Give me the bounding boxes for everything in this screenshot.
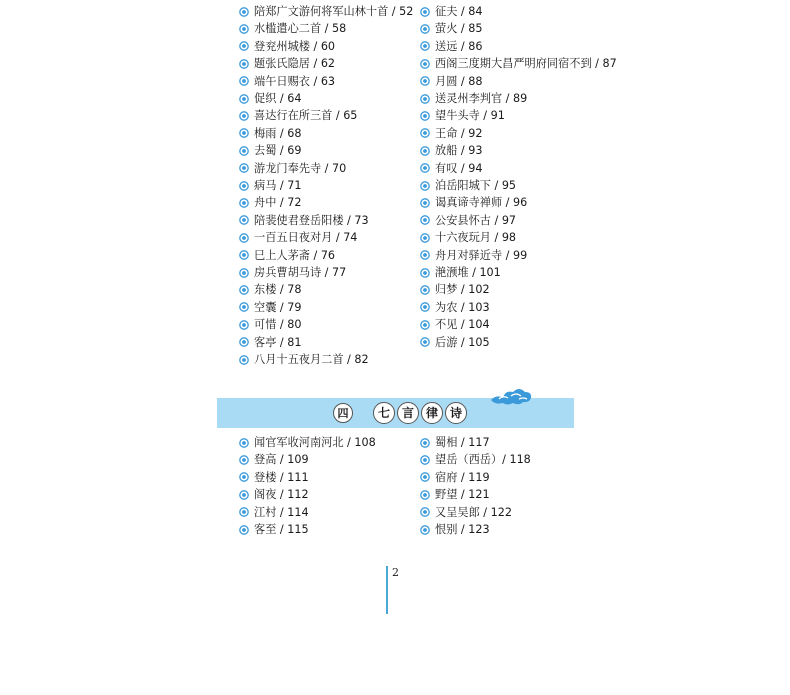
bullet-circle-icon: [239, 507, 249, 517]
toc-entry[interactable]: [420, 264, 501, 281]
bullet-circle-icon: [239, 233, 249, 243]
toc-entry[interactable]: [239, 3, 413, 20]
cloud-ornament-icon: [489, 384, 533, 406]
toc-entry[interactable]: [239, 504, 309, 521]
toc-entry-label: 题张氏隐居 / 62: [254, 57, 336, 71]
toc-entry-label: 有叹 / 94: [435, 161, 483, 175]
toc-entry[interactable]: [420, 160, 483, 177]
bullet-circle-icon: [239, 337, 249, 347]
toc-entry[interactable]: [239, 521, 309, 538]
bullet-circle-icon: [239, 355, 249, 365]
toc-entry-label: 巳上人茅斋 / 76: [254, 248, 336, 262]
toc-entry-label: 端午日赐衣 / 63: [254, 74, 336, 88]
bullet-circle-icon: [420, 233, 430, 243]
bullet-circle-icon: [239, 268, 249, 278]
toc-entry-label: 泊岳阳城下 / 95: [435, 179, 517, 192]
bullet-circle-icon: [420, 438, 430, 448]
toc-entry-label: 望牛头寺 / 91: [435, 109, 505, 123]
toc-entry-label: 放船 / 93: [435, 144, 483, 158]
toc-entry[interactable]: [239, 38, 335, 55]
toc-entry-label: 野望 / 121: [435, 488, 490, 502]
bullet-circle-icon: [239, 455, 249, 465]
toc-entry-label: 游龙门奉先寺 / 70: [254, 161, 347, 175]
section-number: 四: [333, 403, 353, 423]
toc-entry-label: 西阁三度期大昌严明府同宿不到 / 87: [435, 57, 617, 71]
toc-entry-label: 后游 / 105: [435, 335, 490, 349]
toc-entry-label: 登高 / 109: [254, 453, 309, 467]
toc-entry-label: 闻官军收河南河北 / 108: [254, 436, 376, 449]
section-title-char: 诗: [445, 402, 467, 424]
toc-entry[interactable]: [239, 316, 302, 333]
toc-entry[interactable]: [420, 125, 483, 142]
bullet-circle-icon: [420, 198, 430, 208]
bullet-circle-icon: [239, 490, 249, 500]
toc-entry-label: 登兖州城楼 / 60: [254, 39, 336, 53]
toc-entry[interactable]: [420, 194, 527, 211]
bullet-circle-icon: [420, 215, 430, 225]
toc-entry[interactable]: [420, 142, 483, 159]
bullet-circle-icon: [420, 268, 430, 278]
toc-entry[interactable]: [420, 73, 483, 90]
toc-entry[interactable]: [239, 334, 302, 351]
toc-entry[interactable]: [239, 281, 302, 298]
toc-entry[interactable]: [420, 504, 512, 521]
toc-entry-label: 东楼 / 78: [254, 283, 302, 297]
toc-entry[interactable]: [239, 107, 357, 124]
toc-entry[interactable]: [420, 281, 490, 298]
toc-entry-label: 江村 / 114: [254, 505, 309, 519]
toc-entry[interactable]: [420, 247, 527, 264]
toc-entry[interactable]: [420, 469, 490, 486]
section-title-char: 律: [421, 402, 443, 424]
section-title-char: 七: [373, 402, 395, 424]
toc-entry[interactable]: [239, 351, 369, 368]
toc-entry-label: 阁夜 / 112: [254, 488, 309, 502]
toc-entry-label: 王命 / 92: [435, 126, 483, 140]
toc-entry[interactable]: [420, 107, 505, 124]
toc-entry[interactable]: [420, 90, 527, 107]
bullet-circle-icon: [239, 215, 249, 225]
toc-entry[interactable]: [420, 38, 483, 55]
toc-entry-label: 登楼 / 111: [254, 470, 309, 484]
toc-entry-label: 滟滪堆 / 101: [435, 266, 501, 279]
toc-entry-label: 喜达行在所三首 / 65: [254, 109, 358, 123]
toc-entry[interactable]: [239, 434, 376, 451]
bullet-circle-icon: [420, 472, 430, 482]
bullet-circle-icon: [420, 163, 430, 173]
toc-entry-label: 征夫 / 84: [435, 5, 483, 18]
toc-entry[interactable]: [420, 486, 490, 503]
bullet-circle-icon: [420, 128, 430, 138]
bullet-circle-icon: [420, 250, 430, 260]
bullet-circle-icon: [239, 7, 249, 17]
toc-entry[interactable]: [239, 20, 346, 37]
toc-entry[interactable]: [239, 247, 335, 264]
toc-entry-label: 又呈吴郎 / 122: [435, 505, 512, 519]
bullet-circle-icon: [239, 59, 249, 69]
bullet-circle-icon: [239, 163, 249, 173]
bullet-circle-icon: [239, 41, 249, 51]
toc-entry-label: 病马 / 71: [254, 179, 302, 192]
bullet-circle-icon: [420, 94, 430, 104]
toc-entry[interactable]: [420, 521, 490, 538]
toc-entry[interactable]: [420, 299, 490, 316]
toc-entry[interactable]: [420, 229, 516, 246]
bullet-circle-icon: [420, 507, 430, 517]
bullet-circle-icon: [420, 455, 430, 465]
bullet-circle-icon: [420, 490, 430, 500]
toc-entry-label: 十六夜玩月 / 98: [435, 231, 517, 245]
toc-entry-label: 月圆 / 88: [435, 74, 483, 88]
toc-entry[interactable]: [420, 334, 490, 351]
bullet-circle-icon: [239, 525, 249, 535]
bullet-circle-icon: [420, 337, 430, 347]
toc-entry-label: 陪郑广文游何将军山林十首 / 52: [254, 5, 414, 18]
toc-entry-label: 为农 / 103: [435, 300, 490, 314]
toc-entry-label: 房兵曹胡马诗 / 77: [254, 266, 347, 279]
bullet-circle-icon: [239, 285, 249, 295]
toc-entry[interactable]: [239, 469, 309, 486]
bullet-circle-icon: [420, 525, 430, 535]
toc-entry-label: 恨别 / 123: [435, 523, 490, 536]
toc-entry[interactable]: [239, 451, 309, 468]
toc-entry-label: 去蜀 / 69: [254, 144, 302, 158]
toc-entry[interactable]: [239, 90, 302, 107]
toc-entry[interactable]: [420, 451, 531, 468]
toc-entry[interactable]: [420, 212, 516, 229]
bullet-circle-icon: [420, 285, 430, 295]
toc-entry[interactable]: [420, 20, 483, 37]
bullet-circle-icon: [239, 111, 249, 121]
toc-entry[interactable]: [239, 229, 357, 246]
toc-entry[interactable]: [239, 177, 302, 194]
bullet-circle-icon: [239, 320, 249, 330]
toc-entry-label: 客亭 / 81: [254, 335, 302, 349]
toc-entry[interactable]: [420, 3, 483, 20]
bullet-circle-icon: [420, 24, 430, 34]
toc-entry-label: 陪裴使君登岳阳楼 / 73: [254, 213, 369, 227]
toc-entry[interactable]: [239, 142, 302, 159]
toc-entry-label: 望岳（西岳）/ 118: [435, 453, 531, 467]
bullet-circle-icon: [239, 302, 249, 312]
toc-entry[interactable]: [239, 264, 346, 281]
toc-entry-label: 一百五日夜对月 / 74: [254, 231, 358, 245]
toc-entry[interactable]: [239, 486, 309, 503]
toc-entry-label: 促织 / 64: [254, 92, 302, 105]
toc-entry[interactable]: [239, 125, 302, 142]
toc-entry[interactable]: [420, 55, 617, 72]
bullet-circle-icon: [239, 128, 249, 138]
toc-entry[interactable]: [239, 73, 335, 90]
bullet-circle-icon: [239, 438, 249, 448]
toc-entry-label: 空囊 / 79: [254, 300, 302, 314]
bullet-circle-icon: [239, 181, 249, 191]
bullet-circle-icon: [239, 198, 249, 208]
toc-entry-label: 可惜 / 80: [254, 318, 302, 332]
toc-entry-label: 萤火 / 85: [435, 22, 483, 36]
bullet-circle-icon: [239, 146, 249, 156]
toc-entry[interactable]: [239, 212, 369, 229]
bullet-circle-icon: [239, 472, 249, 482]
toc-entry-label: 宿府 / 119: [435, 470, 490, 484]
toc-entry-label: 不见 / 104: [435, 318, 490, 332]
bullet-circle-icon: [420, 7, 430, 17]
bullet-circle-icon: [420, 76, 430, 86]
section-title-char: 言: [397, 402, 419, 424]
toc-entry-label: 八月十五夜月二首 / 82: [254, 353, 369, 366]
bullet-circle-icon: [239, 94, 249, 104]
bullet-circle-icon: [239, 250, 249, 260]
toc-entry-label: 客至 / 115: [254, 523, 309, 536]
toc-entry-label: 水槛遣心二首 / 58: [254, 22, 347, 36]
toc-entry-label: 公安县怀古 / 97: [435, 213, 517, 227]
toc-entry-label: 送灵州李判官 / 89: [435, 92, 528, 105]
bullet-circle-icon: [420, 302, 430, 312]
bullet-circle-icon: [420, 181, 430, 191]
toc-entry-label: 谒真谛寺禅师 / 96: [435, 196, 528, 210]
toc-entry-label: 蜀相 / 117: [435, 436, 490, 449]
toc-entry[interactable]: [420, 434, 490, 451]
page-number: 2: [392, 566, 399, 579]
toc-entry-label: 舟月对驿近寺 / 99: [435, 248, 528, 262]
bullet-circle-icon: [420, 146, 430, 156]
bullet-circle-icon: [420, 59, 430, 69]
bullet-circle-icon: [420, 320, 430, 330]
toc-entry-label: 舟中 / 72: [254, 196, 302, 210]
toc-entry[interactable]: [239, 160, 346, 177]
bullet-circle-icon: [420, 41, 430, 51]
bullet-circle-icon: [239, 76, 249, 86]
toc-entry[interactable]: [239, 55, 335, 72]
toc-entry[interactable]: [239, 299, 302, 316]
toc-entry-label: 梅雨 / 68: [254, 126, 302, 140]
toc-entry[interactable]: [420, 177, 516, 194]
page-number-rule: [386, 566, 388, 614]
bullet-circle-icon: [420, 111, 430, 121]
toc-entry-label: 送远 / 86: [435, 39, 483, 53]
toc-entry-label: 归梦 / 102: [435, 283, 490, 297]
toc-entry[interactable]: [239, 194, 302, 211]
toc-entry[interactable]: [420, 316, 490, 333]
bullet-circle-icon: [239, 24, 249, 34]
